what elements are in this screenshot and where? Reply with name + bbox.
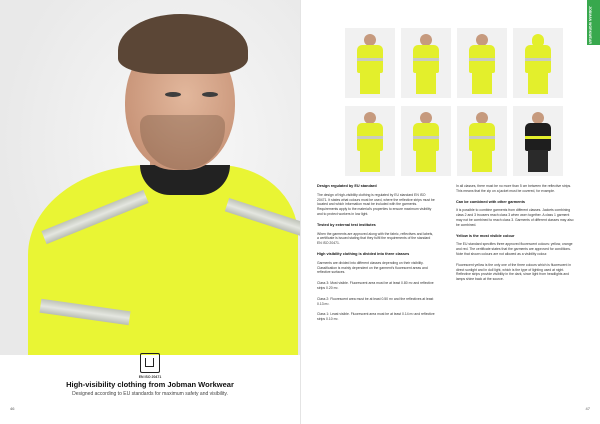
page-number-right: 47 — [585, 406, 590, 411]
paragraph: The design of high-visibility clothing is regulated by EU standard EN ISO 20471. It states what colours must be used, where the reflective strips must be located and which information must be included with the garments. Requirements apply to the material's properties to ensure maximum visibility and to protect workers in low light. — [317, 192, 435, 216]
right-page — [300, 0, 600, 424]
product-photo — [345, 106, 395, 176]
paragraph: When the garments are approved along with the fabric, reflectives and labels, a certificate is issued stating that they fulfil the requirements of the standard EN ISO 20471. — [317, 231, 434, 246]
paragraph: It is possible to combine garments from different classes. Jackets combining class 2 and 3 trousers reach class 3 when worn together. A class 1 garment may not be combined to reach class 3. Garments of different classes may also be combined. — [456, 208, 574, 227]
page-title: High-visibility clothing from Jobman Workwear — [66, 380, 234, 389]
paragraph: Fluorescent yellow is the only one of the three colours which is fluorescent in direct sunlight and in dull light, which is the type of lighting used at night. Reflective strips provide visibility in the dark, since light from headlights and lamps shine back at the source. — [456, 262, 571, 282]
product-photo — [513, 28, 563, 98]
section-heading: High visibility clothing is divided into three classes — [317, 251, 410, 256]
product-photo — [401, 28, 451, 98]
product-photo-grid — [345, 28, 563, 178]
paragraph: Class 2: Fluorescent area must be at least 0.50 m² and the reflectives at least 0.13 m². — [317, 296, 434, 306]
paragraph: Class 1: Least visible. Fluorescent area must be at least 0.14 m² and reflective strips 0.10 m². — [317, 312, 435, 322]
product-photo — [457, 106, 507, 176]
certification-caption: EN ISO 20471 — [138, 375, 162, 379]
certification-icon — [140, 353, 160, 373]
page-subtitle: Designed according to EU standards for maximum safety and visibility. — [72, 391, 228, 397]
text-column-1 — [317, 184, 435, 328]
section-heading: Can be combined with other garments — [456, 199, 525, 204]
paragraph: The EU standard specifies three approved fluorescent colours: yellow, orange and red. The certificate states that the garments are approved for conditions. Note that shown colours are not allowed as a visibility colour. — [456, 242, 573, 256]
section-tab: JOBMAN WORKWEAR — [587, 0, 600, 45]
product-photo — [401, 106, 451, 176]
section-heading: Design regulated by EU standard — [317, 184, 377, 188]
paragraph: Class 3: Most visible. Fluorescent area must be at least 0.80 m² and reflective strips 0.20 m². — [317, 281, 434, 290]
paragraph: In all classes, there must be no more than 5 cm between the reflective strips. This means that the zip on a jacket must be covered, for example. — [456, 184, 572, 193]
section-heading: Tested by external test institutes — [317, 222, 376, 227]
section-heading: Yellow is the most visible colour — [456, 233, 515, 238]
page-number-left: 46 — [10, 406, 15, 411]
paragraph: Garments are divided into different classes depending on their visibility. Classification is mainly dependent on the garment's fluorescent areas and reflective surfaces. — [317, 260, 428, 275]
product-photo — [457, 28, 507, 98]
text-column-2 — [456, 184, 574, 288]
product-photo — [345, 28, 395, 98]
product-photo — [513, 106, 563, 176]
model-portrait — [0, 0, 300, 355]
